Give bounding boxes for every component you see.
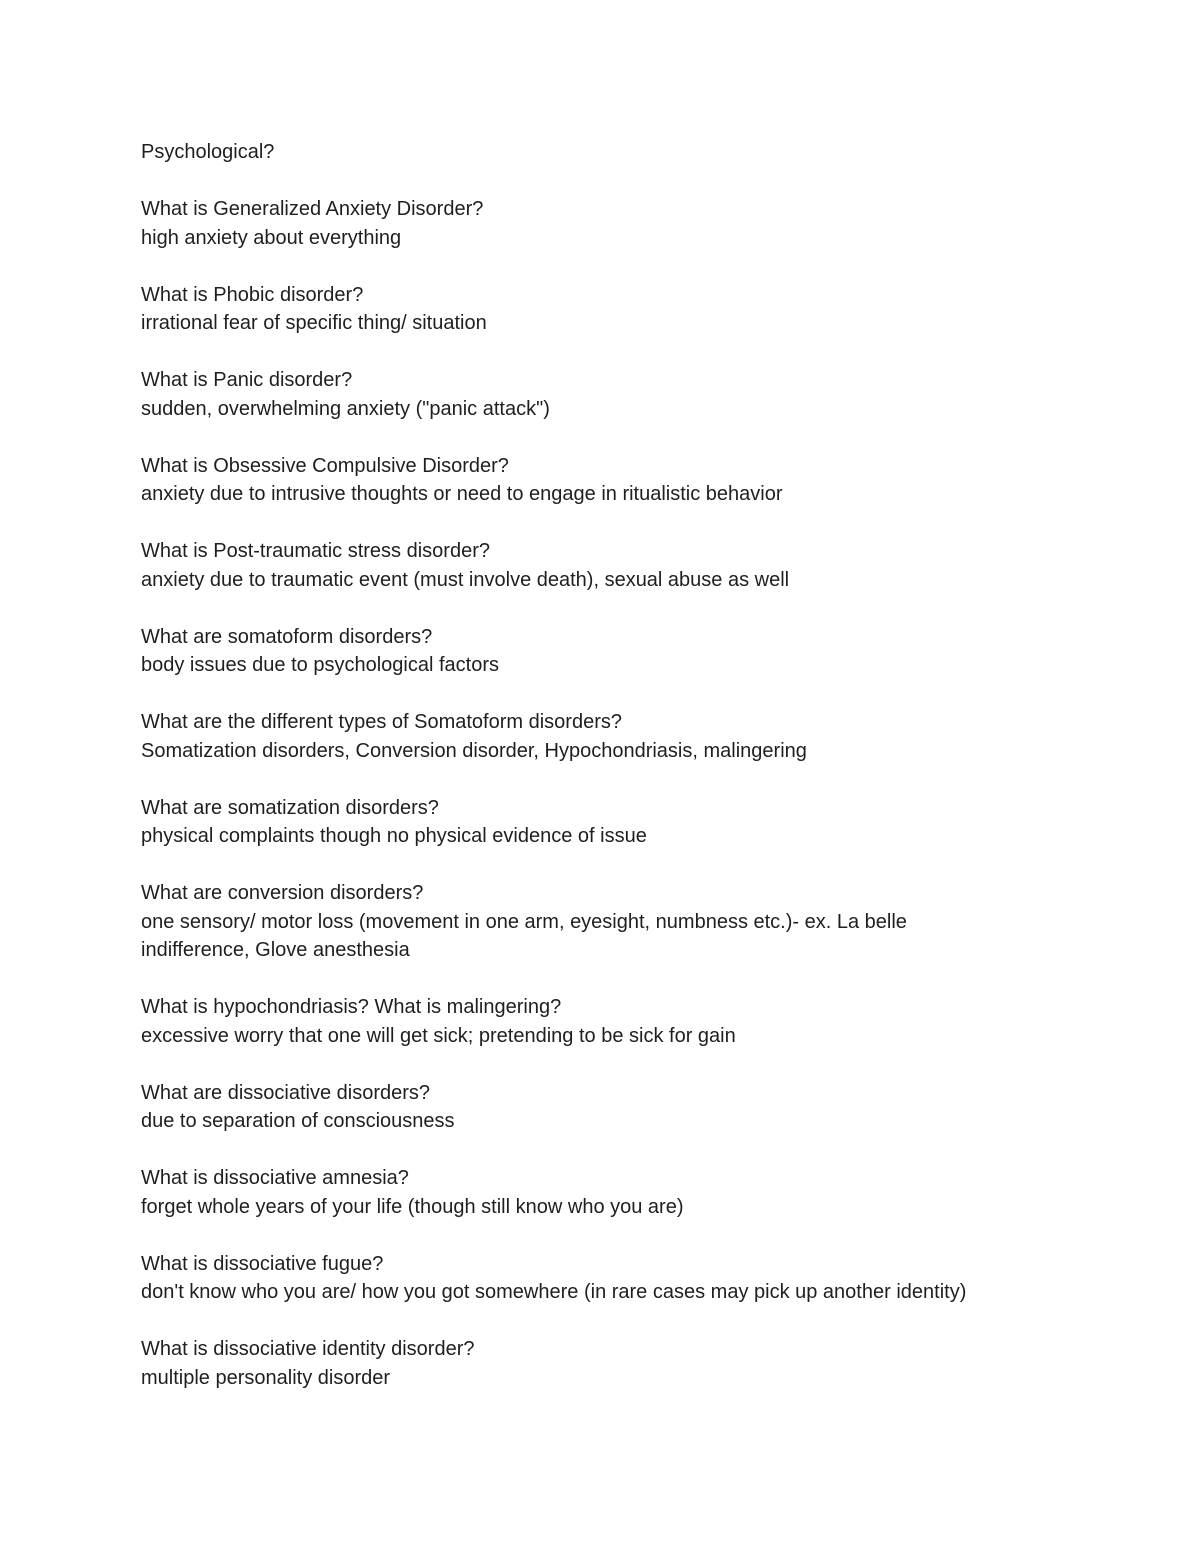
qa-item bbox=[141, 708, 1141, 765]
question: What is hypochondriasis? What is malingering? bbox=[141, 996, 562, 1018]
answer: sudden, overwhelming anxiety ("panic attack") bbox=[141, 397, 550, 420]
qa-item bbox=[141, 1250, 1141, 1307]
question: What is dissociative amnesia? bbox=[141, 1167, 409, 1189]
answer: high anxiety about everything bbox=[141, 226, 402, 249]
qa-item bbox=[141, 366, 1141, 423]
answer: body issues due to psychological factors bbox=[141, 654, 499, 676]
question: What is dissociative fugue? bbox=[141, 1252, 384, 1275]
question: What is Obsessive Compulsive Disorder? bbox=[141, 454, 509, 477]
qa-item bbox=[141, 993, 1141, 1050]
question: What are the different types of Somatoform disorders? bbox=[141, 711, 622, 733]
question: What are somatization disorders? bbox=[141, 796, 439, 819]
qa-item bbox=[141, 794, 1141, 851]
question: What is Generalized Anxiety Disorder? bbox=[141, 198, 484, 220]
qa-item bbox=[141, 537, 1141, 594]
answer: Somatization disorders, Conversion disorder, Hypochondriasis, malingering bbox=[141, 739, 807, 762]
answer: irrational fear of specific thing/ situation bbox=[141, 312, 487, 334]
qa-item bbox=[141, 1335, 1141, 1392]
question: What are dissociative disorders? bbox=[141, 1081, 431, 1104]
qa-item bbox=[141, 879, 1141, 965]
answer: forget whole years of your life (though still know who you are) bbox=[141, 1195, 684, 1218]
answer: multiple personality disorder bbox=[141, 1366, 391, 1389]
answer: anxiety due to intrusive thoughts or need to engage in ritualistic behavior bbox=[141, 483, 783, 505]
qa-item bbox=[141, 1079, 1141, 1136]
qa-item bbox=[141, 195, 1141, 252]
question: What are somatoform disorders? bbox=[141, 625, 433, 648]
question: What is Phobic disorder? bbox=[141, 283, 364, 306]
qa-item bbox=[141, 623, 1141, 680]
qa-item bbox=[141, 281, 1141, 338]
qa-item bbox=[141, 452, 1141, 509]
answer: excessive worry that one will get sick; pretending to be sick for gain bbox=[141, 1024, 736, 1047]
question: What are conversion disorders? bbox=[141, 882, 424, 904]
answer: physical complaints though no physical evidence of issue bbox=[141, 825, 647, 847]
answer: don't know who you are/ how you got somewhere (in rare cases may pick up another identity) bbox=[141, 1281, 967, 1303]
question: What is Post-traumatic stress disorder? bbox=[141, 540, 490, 562]
question: What is Panic disorder? bbox=[141, 369, 353, 391]
answer: anxiety due to traumatic event (must involve death), sexual abuse as well bbox=[141, 568, 790, 591]
question: What is dissociative identity disorder? bbox=[141, 1338, 475, 1360]
qa-item bbox=[141, 1164, 1141, 1221]
answer: due to separation of consciousness bbox=[141, 1110, 455, 1132]
answer: one sensory/ motor loss (movement in one arm, eyesight, numbness etc.)- ex. La belle indifference, Glove anesthesia bbox=[141, 910, 907, 961]
document-body bbox=[141, 138, 1141, 1421]
document-heading: Psychological? bbox=[141, 141, 275, 163]
